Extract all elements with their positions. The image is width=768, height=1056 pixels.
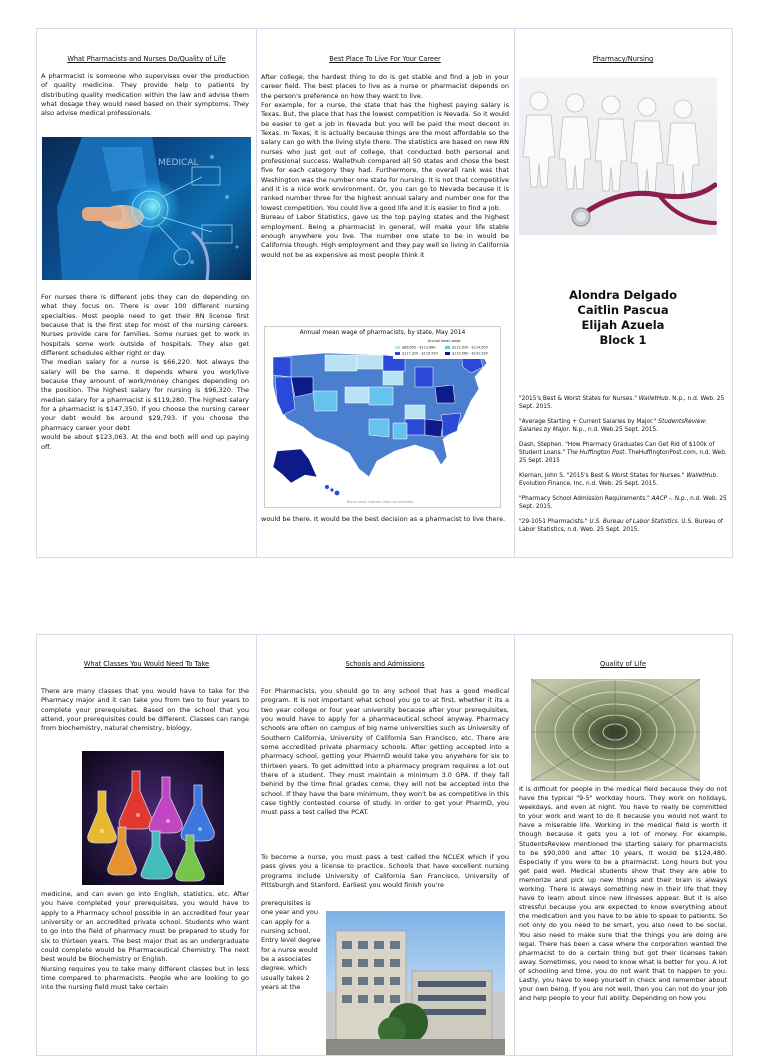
citation: "Average Starting + Current Salaries by Major." StudentsReview: Salaries by Major. N.p., n.d. Web.25 Sept. 2015.	[519, 418, 708, 434]
nursing-schools-text: To become a nurse, you must pass a test called the NCLEX which if you pass gives you a license to practice. Schools that have excellent nursing programs include University of California San Francisco, University of Pittsburgh and Stanford. Earliest you would finish you're	[261, 853, 509, 890]
best-place-intro: After college, the hardest thing to do is get stable and find a job in your career field. The best places to live as a nurse or pharmacist depends on the person's preference on how they want to live.	[261, 73, 509, 100]
works-cited	[519, 395, 729, 541]
author-name: Elijah Azuela	[581, 318, 665, 332]
column-divider	[256, 635, 257, 1055]
image-caption-medical: MEDICAL	[158, 158, 199, 168]
pharmacist-description: A pharmacist is someone who supervises over the production of quality medicine. They provide help to patients by distributing quality medication within the law and advise them what dosage they would need based on their symptoms. They also advise medical professionals.	[41, 72, 249, 118]
column-divider	[256, 29, 257, 557]
nurse-description	[41, 293, 249, 452]
debt-conclusion-text: would be about $123,063. At the end both will end up paying off.	[41, 433, 249, 451]
brochure-page-2	[36, 634, 733, 1056]
classes-intro: There are many classes that you would have to take for the Pharmacy major and it can take you from two to four years to complete your prerequisites. Based on the school that you attend, your prerequisites could be different. Classes can range from biochemistry, natural chemistry, biology,	[41, 687, 249, 733]
brochure-page-1	[36, 28, 733, 558]
author-name: Caitlin Pascua	[577, 303, 669, 317]
citation: Dash, Stephen. "How Pharmacy Graduates Can Get Rid of $100k of Student Loans." The Huffington Post. TheHuffingtonPost.com, n.d. Web. 25 Sept. 2015	[519, 441, 727, 465]
legend-item: $112,920 - $114,500	[452, 345, 488, 350]
paper-people-stethoscope-photo	[519, 77, 717, 235]
legend-item: $119,560 - $141,030	[452, 351, 488, 356]
nurse-specialties-text: For nurses there is different jobs they can do depending on what they focus on. There is over 100 different nursing specialties. Most people need to get their RN license first because that is the first step for most of the nursing careers. Nurses provide care for families. Some nurses get to work in hospitals some work outside of hospitals. They also get different schedules either right or day.	[41, 293, 249, 358]
section-title: What Classes You Would Need To Take	[83, 660, 210, 668]
class-block: Block 1	[599, 333, 647, 347]
column-divider	[514, 635, 515, 1055]
money-spiral-photo	[531, 679, 700, 781]
university-building-photo	[326, 911, 505, 1055]
best-place-pharmacists: Bureau of Labor Statistics, gave us the top paying states and the highest employment. Being a pharmacist in general, will make your life stable enough anywhere you live. The number one state to be in would be California though. High employment and they pay well so living in California would not be as expensive as most people think it	[261, 213, 509, 259]
best-place-conclusion: would be there. It would be the best decision as a pharmacist to live there.	[261, 515, 506, 523]
section-title: What Pharmacists and Nurses Do/Quality of Life	[67, 55, 226, 63]
prerequisites-text: medicine, and can even go into English, statistics, etc. After you have completed your prerequisites, you would have to apply to a Pharmacy school possible in an accredited four year university or an accredited private school. Students who want to go into the field of pharmacy must be prepared to study for six to thirteen years. The best major that as an undergraduate could complete would be Pharmaceutical Chemistry. The next best would be Biochemistry or English.	[41, 890, 249, 964]
chemistry-flasks-photo	[82, 751, 224, 885]
best-place-text	[261, 73, 509, 260]
map-source: Blank areas indicate data not available.	[347, 500, 415, 504]
quality-of-life-text: It is difficult for people in the medical field because they do not have the typical "9-5" workday hours. They work on holidays, weekdays, and even at night. You have to really be committed to your work and want to do it because you would not want to have a miserable life. Working in the medical field is worth it though because it gets you a lot of money. For example, StudentsReview mentioned the starting salary for pharmacists to be $90,000 and after 10 years, it would be $124,480. Especially if you were to be a pharmacist. Long hours but you get paid well. Medical students show that they are able to memorize and pick up new things and their brain is always working. There is always something new in their life that they have to learn about since new illnesses appear. But it is also stressful because you are expected to know everything about the medication and you have to be able to speak to patients. So not only do you need to be smart, you also need to be social. You also need to make sure that the things you are doing are legal. There has been a case where the corporation wanted the pharmacist to do a certain thing but got their licenses taken away. Sometimes, you need to know what is better for you. A lot of schooling and time, you do not want that to happen to you. Lastly, you have to keep yourself in check and remember about your own being. If you are not well, then you can not do your job and help people to your full ability. Depending on how you	[519, 785, 727, 1003]
legend-item: $117,320 - $119,550	[402, 351, 438, 356]
legend-item: $86,650 - $112,880	[402, 345, 436, 350]
nursing-classes-text: Nursing requires you to take many different classes but in less time compared to pharmacists. People who are looking to go into the nursing field must take certain	[41, 964, 249, 992]
section-title: Best Place To Live For Your Career	[329, 55, 441, 63]
citation: "2015's Best & Worst States for Nurses." WalletHub. N.p., n.d. Web. 25 Sept. 2015.	[519, 396, 725, 411]
map-title: Annual mean wage of pharmacists, by state, May 2014	[299, 329, 466, 336]
author-names	[514, 288, 732, 348]
pharmacist-wage-map	[264, 326, 501, 508]
section-title: Pharmacy/Nursing	[592, 55, 654, 63]
citation: Kiernan, John S. "2015's Best & Worst States for Nurses." WalletHub. Evolution Finance, Inc, n.d. Web. 25 Sept. 2015.	[519, 472, 718, 488]
pharmacy-schools-text: For Pharmacists, you should go to any school that has a good medical program. It is not important what school you go to at first, whether it its a two year college or four year university because after your prerequisites, you would have to apply for a pharmaceutical school anyway. Pharmacy schools are often on campus of big name universities such as University of Southern California, University of California San Francisco, etc. There are some accredited private pharmacy schools. After getting accepted into a pharmacy school, getting your PharmD would take you anywhere for six to thirteen years. To get admitted into a pharmacy program requires a lot out there of a student. They must maintain a minimum 3.0 GPA. If they fall behind by the time final grades come, they will not be accepted into the school. If they have the bare minimum, they won't be as competitive in this case tightly contested course of study. In order to get your PharmD, you must pass a test called the PCAT.	[261, 687, 509, 817]
nursing-degree-text: prerequisites is one year and you can apply for a nursing school. Entry level degree for a nurse would be a associates degree, which usually takes 2 years at the	[261, 899, 321, 992]
best-place-nurses: For example, for a nurse, the state that has the highest paying salary is Texas. But, the place that has the lowest competition is Nevada. So it would be easier to get a job in Nevada but you will be paid the most decent in Texas. In Texas, it is actually because things are the most affordable so the salary can go with the living style there. The statistics are based on new RN nurses who just got out of college, that conducted both personal and professional success. Wallethub compared all 50 states and chose the best five for each category they had. Furthermore, the overall rank was that Washington was the number one state for nursing. It is not that competitive and it is a nice work environment. Or, you can go to Nevada because it is ranked number three for the highest annual salary and number one for the lowest competition. You could live a good life and it is easier to find a job.	[261, 101, 509, 212]
medical-tablet-photo	[42, 137, 251, 280]
legend-title: Annual mean wage	[428, 339, 461, 343]
citation: "Pharmacy School Admission Requirements." AACP -. N.p., n.d. Web. 25 Sept. 2015.	[519, 495, 727, 511]
salary-comparison-text: The median salary for a nurse is $66,220. Not always the salary will be the same. It depends where you work/live because they amount of work/money changes depending on the position. The highest salary for nursing is $96,320. The median salary for a pharmacist is $119,280. The highest salary for a pharmacist is $147,350. If you choose the nursing career your debt would be around $29,793. If you choose the pharmacy career your debt	[41, 358, 249, 432]
author-name: Alondra Delgado	[568, 288, 677, 302]
section-title: Quality of Life	[600, 660, 646, 668]
section-title: Schools and Admissions	[345, 660, 425, 668]
classes-continued	[41, 890, 249, 993]
citation: "29-1051 Pharmacists." U.S. Bureau of Labor Statistics. U.S. Bureau of Labor Statistics, n.d. Web. 25 Sept. 2015.	[519, 518, 723, 533]
